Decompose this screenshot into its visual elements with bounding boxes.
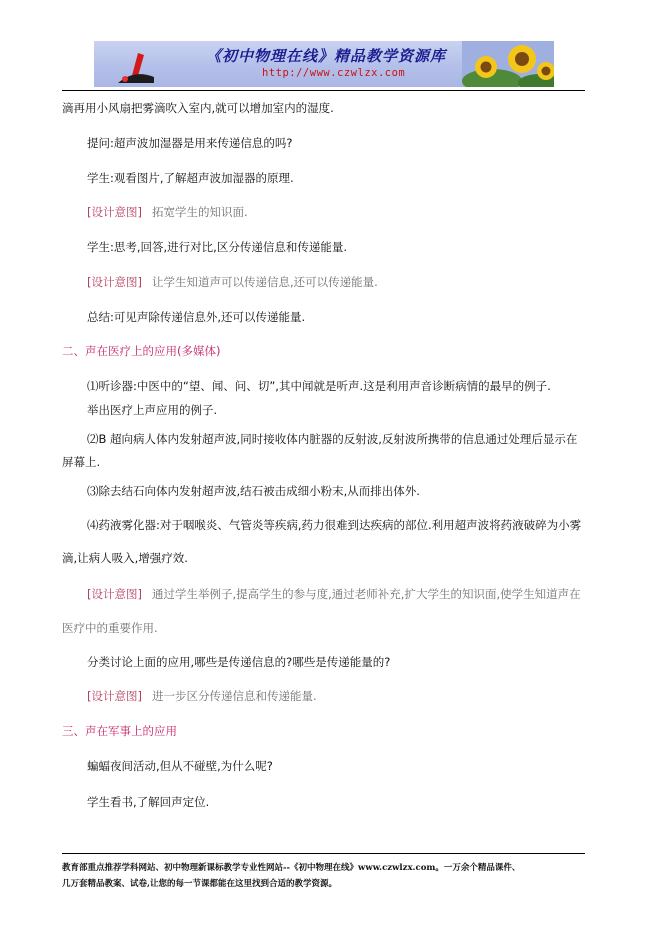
footer-line: 教育部重点推荐学科网站、初中物理新课标教学专业性网站--《初中物理在线》www.czwlzx.com。一万余个精品课件、	[62, 863, 521, 873]
body-line: 提问:超声波加湿器是用来传递信息的吗?	[87, 136, 293, 150]
design-note-text: 让学生知道声可以传递信息,还可以传递能量.	[151, 275, 378, 289]
body-line: 学生:观看图片,了解超声波加湿器的原理.	[87, 171, 294, 185]
sunflower-decoration-icon	[462, 41, 554, 87]
design-note-text: 通过学生举例子,提高学生的参与度,通过老师补充,扩大学生的知识面,使学生知道声在	[151, 587, 581, 601]
design-note-text: 拓宽学生的知识面.	[151, 205, 248, 219]
body-line: 总结:可见声除传递信息外,还可以传递能量.	[87, 310, 306, 324]
body-line: 滴再用小风扇把雾滴吹入室内,就可以增加室内的湿度.	[62, 101, 334, 115]
body-line: 学生:思考,回答,进行对比,区分传递信息和传递能量.	[87, 240, 347, 254]
design-note	[87, 205, 248, 219]
design-note-text: 进一步区分传递信息和传递能量.	[151, 689, 317, 703]
body-line: ⑴听诊器:中医中的“望、闻、问、切”,其中闻就是听声.这是利用声音诊断病情的最早的例子.	[87, 379, 551, 393]
design-note-tag: [设计意图]	[87, 205, 142, 219]
design-note-tag: [设计意图]	[87, 689, 142, 703]
design-note	[87, 689, 317, 703]
body-line: ⑷药液雾化器:对于咽喉炎、气管炎等疾病,药力很难到达疾病的部位.利用超声波将药液破碎为小雾	[87, 518, 582, 532]
section-heading: 三、声在军事上的应用	[62, 724, 177, 738]
header-divider	[62, 90, 585, 91]
design-note	[87, 275, 378, 289]
body-line: 分类讨论上面的应用,哪些是传递信息的?哪些是传递能量的?	[87, 655, 391, 669]
body-line: ⑶除去结石向体内发射超声波,结石被击成细小粉末,从而排出体外.	[87, 484, 420, 498]
design-note-text: 医疗中的重要作用.	[62, 621, 158, 635]
body-line: 屏幕上.	[62, 455, 101, 469]
footer-line: 几万套精品教案、试卷,让您的每一节课都能在这里找到合适的教学资源。	[62, 879, 337, 889]
body-line: ⑵B 超向病人体内发射超声波,同时接收体内脏器的反射波,反射波所携带的信息通过处理后显示在	[87, 432, 578, 446]
body-line: 举出医疗上声应用的例子.	[87, 403, 218, 417]
design-note	[87, 587, 581, 601]
banner-title: 《初中物理在线》精品教学资源库	[206, 47, 447, 65]
design-note-tag: [设计意图]	[87, 587, 142, 601]
design-note-continuation	[62, 621, 158, 635]
header-banner	[94, 41, 554, 87]
body-line: 滴,让病人吸入,增强疗效.	[62, 551, 188, 565]
banner-url[interactable]: http://www.czwlzx.com	[262, 67, 406, 79]
section-heading: 二、声在医疗上的应用(多媒体)	[62, 344, 221, 358]
footer-divider	[62, 853, 585, 854]
site-logo-icon	[116, 49, 156, 85]
body-line: 蝙蝠夜间活动,但从不碰壁,为什么呢?	[87, 759, 273, 773]
body-line: 学生看书,了解回声定位.	[87, 795, 210, 809]
design-note-tag: [设计意图]	[87, 275, 142, 289]
